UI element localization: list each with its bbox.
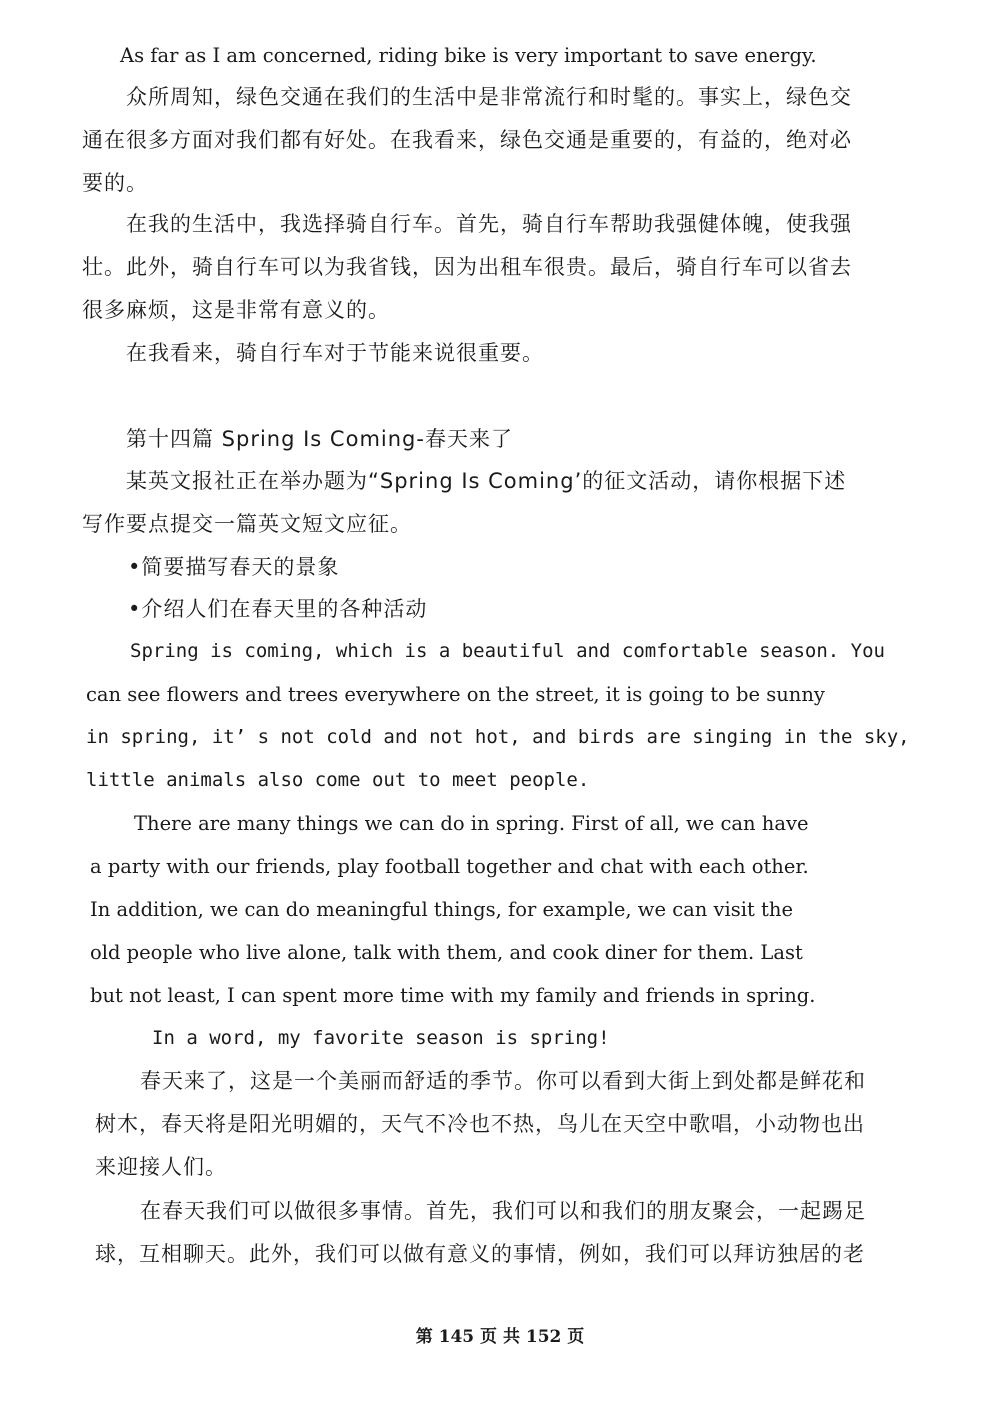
essay-line: but not least, I can spent more time with my family and friends in spring. [90, 984, 816, 1007]
chinese-line: 通在很多方面对我们都有好处。在我看来，绿色交通是重要的，有益的，绝对必 [82, 128, 852, 152]
essay-line: old people who live alone, talk with them, and cook diner for them. Last [90, 941, 803, 964]
essay-line: In addition, we can do meaningful things, for example, we can visit the [90, 898, 793, 921]
translation-line: 春天来了，这是一个美丽而舒适的季节。你可以看到大街上到处都是鲜花和 [140, 1069, 866, 1093]
essay-line: a party with our friends, play football together and chat with each other. [90, 855, 809, 878]
section-title: 第十四篇 Spring Is Coming-春天来了 [126, 427, 513, 451]
bullet-item: •介绍人们在春天里的各种活动 [128, 597, 428, 621]
chinese-line: 很多麻烦，这是非常有意义的。 [82, 298, 390, 322]
essay-line: can see flowers and trees everywhere on the street, it is going to be sunny [86, 683, 825, 706]
english-line: As far as I am concerned, riding bike is very important to save energy. [120, 44, 817, 67]
chinese-line: 众所周知，绿色交通在我们的生活中是非常流行和时髦的。事实上，绿色交 [126, 85, 852, 109]
prompt-line: 写作要点提交一篇英文短文应征。 [82, 512, 412, 536]
essay-line: There are many things we can do in spring. First of all, we can have [134, 812, 809, 835]
essay-line: Spring is coming, which is a beautiful and comfortable season. You [130, 640, 885, 662]
bullet-item: •简要描写春天的景象 [128, 555, 340, 579]
chinese-line: 要的。 [82, 171, 148, 195]
essay-line: in spring, it’ s not cold and not hot, and birds are singing in the sky, [86, 726, 910, 748]
prompt-line: 某英文报社正在举办题为“Spring Is Coming’的征文活动，请你根据下述 [126, 469, 847, 493]
translation-line: 树木，春天将是阳光明媚的，天气不冷也不热，鸟儿在天空中歌唱，小动物也出 [95, 1112, 865, 1136]
essay-line: little animals also come out to meet people. [86, 769, 590, 791]
chinese-line: 壮。此外，骑自行车可以为我省钱，因为出租车很贵。最后，骑自行车可以省去 [82, 255, 852, 279]
translation-line: 来迎接人们。 [95, 1155, 227, 1179]
page-number: 第 145 页 共 152 页 [415, 1327, 585, 1347]
chinese-line: 在我的生活中，我选择骑自行车。首先，骑自行车帮助我强健体魄，使我强 [126, 212, 852, 236]
essay-line: In a word, my favorite season is spring! [152, 1027, 610, 1049]
chinese-line: 在我看来，骑自行车对于节能来说很重要。 [126, 341, 544, 365]
translation-line: 球，互相聊天。此外，我们可以做有意义的事情，例如，我们可以拜访独居的老 [95, 1242, 865, 1266]
translation-line: 在春天我们可以做很多事情。首先，我们可以和我们的朋友聚会，一起踢足 [140, 1199, 866, 1223]
